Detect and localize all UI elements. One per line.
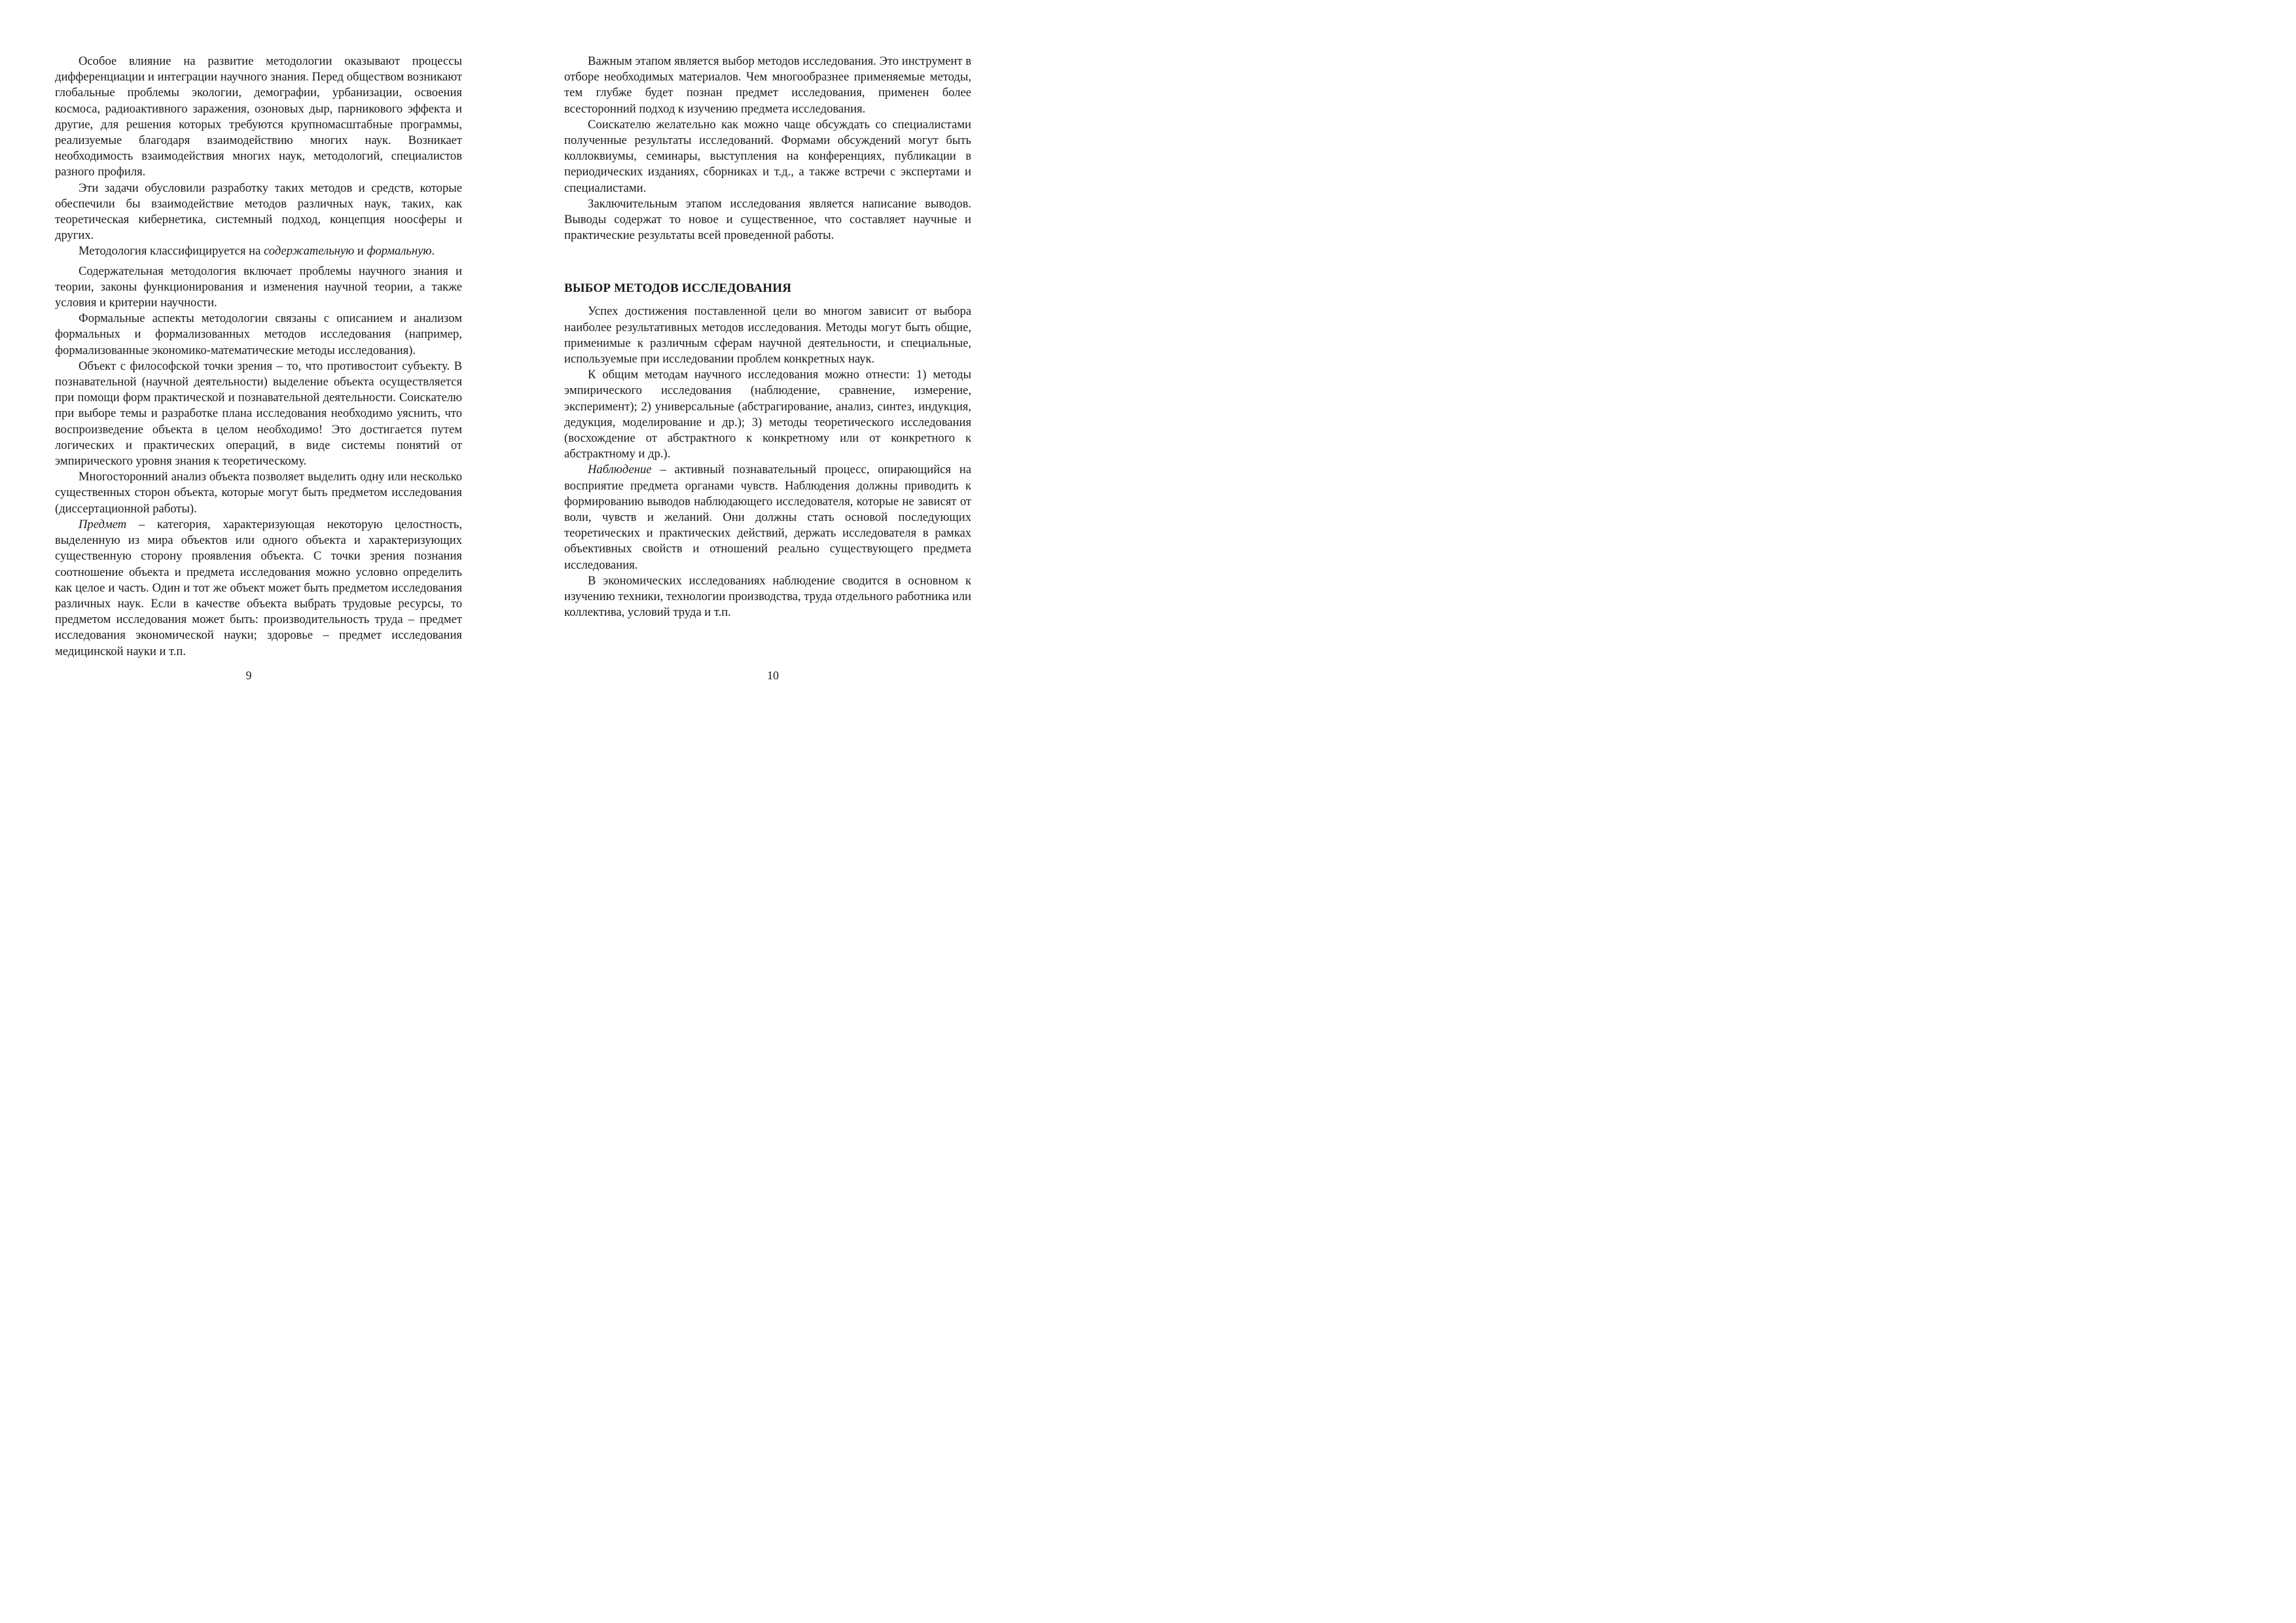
page-number: 10 xyxy=(767,669,779,682)
subject-paragraph xyxy=(55,517,462,660)
paragraph: Эти задачи обусловили разработку таких методов и средств, которые обеспечили бы взаимодействие методов различных наук, таких, как теоретическая кибернетика, системный подход, концепция ноосферы и других. xyxy=(55,181,462,243)
term-subject: Предмет xyxy=(79,517,127,531)
classification-suffix: . xyxy=(431,244,435,259)
paragraph: Соискателю желательно как можно чаще обсуждать со специалистами полученные результаты исследований. Формами обсуждений могут быть коллоквиумы, семинары, выступления на конференциях, публикации в периодических изданиях, сборниках и т.д., а также встречи с экспертами и специалистами. xyxy=(564,117,971,195)
page-number: 9 xyxy=(245,669,252,682)
paragraph: Важным этапом является выбор методов исследования. Это инструмент в отборе необходимых материалов. Чем многообразнее применяемые методы, тем глубже будет познан предмет исследования, применен более всесторонний подход к изучению предмета исследования. xyxy=(564,54,971,116)
classification-middle: и xyxy=(354,244,367,259)
right-page-text xyxy=(564,54,971,621)
classification-paragraph xyxy=(55,243,462,259)
paragraph: Заключительным этапом исследования является написание выводов. Выводы содержат то новое и существенное, что составляет научные и практические результаты всей проведенной работы. xyxy=(564,196,971,243)
left-page-text xyxy=(55,54,462,660)
subject-definition: – категория, характеризующая некоторую целостность, выделенную из мира объектов или одного объекта и характеризующих существенную сторону проявления объекта. С точки зрения познания соотношение объекта и предмета исследования можно условно определить как целое и часть. Один и тот же объект может быть предметом исследования различных наук. Если в качестве объекта выбрать трудовые ресурсы, то предметом исследования может быть: производительность труда – предмет исследования экономической науки; здоровье – предмет исследования медицинской науки и т.п. xyxy=(55,517,462,658)
paragraph: К общим методам научного исследования можно отнести: 1) методы эмпирического исследования (наблюдение, сравнение, измерение, эксперимент); 2) универсальные (абстрагирование, анализ, синтез, индукция, дедукция, моделирование и др.); 3) методы теоретического исследования (восхождение от абстрактного к конкретному или от конкретного к абстрактному и др.). xyxy=(564,368,971,461)
observation-definition: – активный познавательный процесс, опирающийся на восприятие предмета органами чувств. Наблюдения должны приводить к формированию выводов наблюдающего исследователя, которые не зависят от воли, чувств и желаний. Они должны стать основой последующих теоретических и практических действий, держать исследователя в рамках объективных свойств и отношений реально существующего предмета исследования. xyxy=(564,463,971,572)
right-page xyxy=(513,0,1026,726)
paragraph: Успех достижения поставленной цели во многом зависит от выбора наиболее результативных методов исследования. Методы могут быть общие, применимые к различным сферам научной деятельности, и специальные, используемые при исследовании проблем конкретных наук. xyxy=(564,304,971,366)
paragraph: Формальные аспекты методологии связаны с описанием и анализом формальных и формализованных методов исследования (например, формализованные экономико-математические методы исследования). xyxy=(55,312,462,357)
paragraph: Объект с философской точки зрения – то, что противостоит субъекту. В познавательной (научной деятельности) выделение объекта осуществляется при помощи форм практической и познавательной деятельности. Соискателю при выборе темы и разработке плана исследования необходимо уяснить, что воспроизведение объекта в целом необходимо! Это достигается путем логических и практических операций, в виде системы понятий от эмпирического уровня знания к теоретическому. xyxy=(55,359,462,469)
term-formal: формальную xyxy=(367,244,432,259)
paragraph: Особое влияние на развитие методологии оказывают процессы дифференциации и интеграции научного знания. Перед обществом возникают глобальные проблемы экологии, демографии, урбанизации, освоения космоса, радиоактивного заражения, озоновых дыр, парникового эффекта и другие, для решения которых требуются крупномасштабные программы, реализуемые благодаря взаимодействию многих наук. Возникает необходимость взаимодействия многих наук, методологий, специалистов разного профиля. xyxy=(55,54,462,179)
term-content: содержательную xyxy=(263,244,355,259)
section-heading: ВЫБОР МЕТОДОВ ИССЛЕДОВАНИЯ xyxy=(564,281,792,296)
paragraph: Содержательная методология включает проблемы научного знания и теории, законы функционирования и изменения научной теории, а также условия и критерии научности. xyxy=(55,264,462,310)
paragraph: В экономических исследованиях наблюдение сводится в основном к изучению техники, технологии производства, труда отдельного работника или коллектива, условий труда и т.п. xyxy=(564,573,971,620)
observation-paragraph xyxy=(564,462,971,573)
classification-prefix: Методология классифицируется на xyxy=(79,244,264,259)
left-page xyxy=(0,0,513,726)
paragraph: Многосторонний анализ объекта позволяет выделить одну или несколько существенных сторон объекта, которые могут быть предметом исследования (диссертационной работы). xyxy=(55,470,462,516)
term-observation: Наблюдение xyxy=(588,463,652,477)
